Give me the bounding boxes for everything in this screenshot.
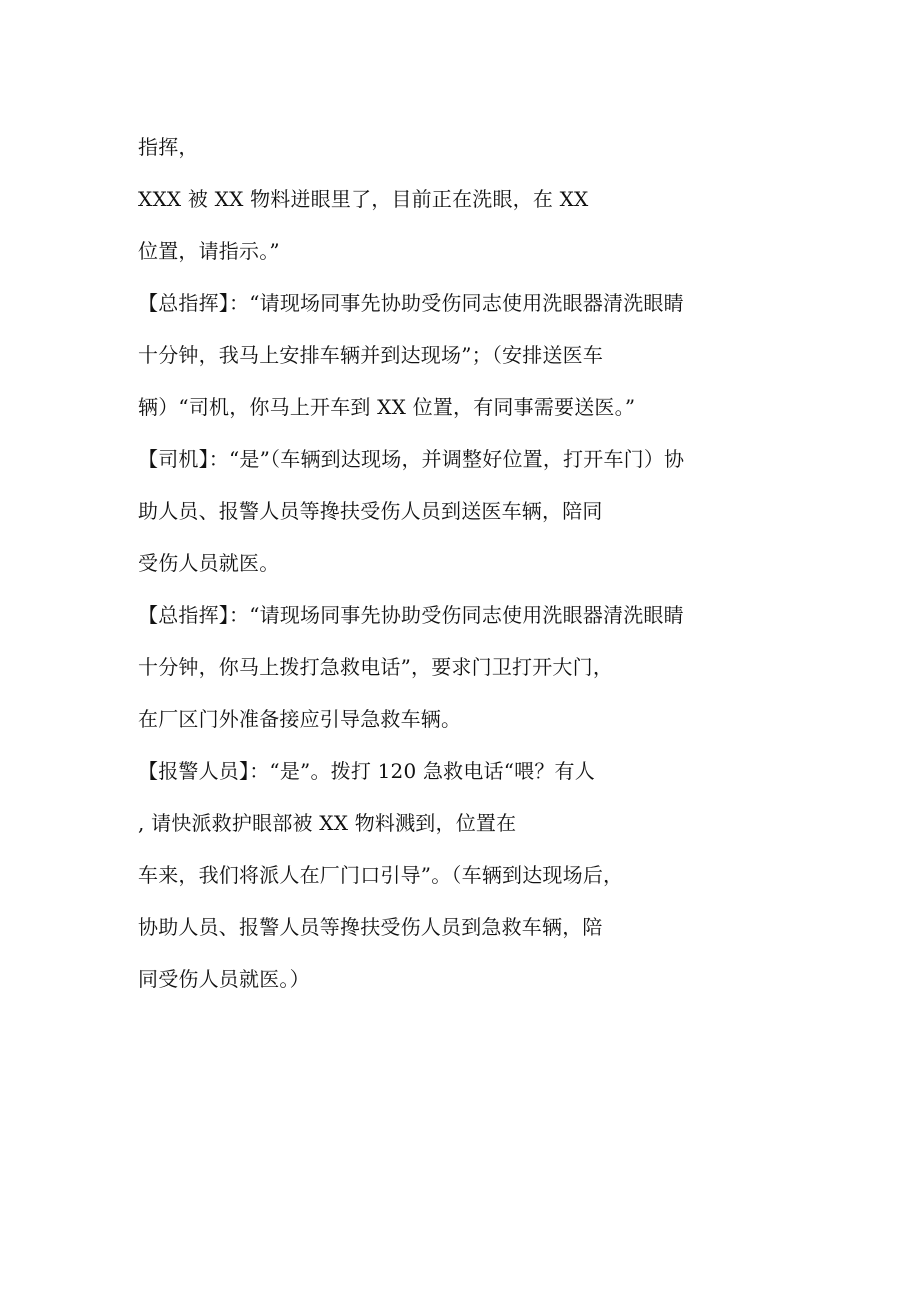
document-body <box>138 132 788 1016</box>
text-line: 辆）“司机，你马上开车到 XX 位置，有同事需要送医。” <box>138 395 636 419</box>
text-line: 【总指挥】：“请现场同事先协助受伤同志使用洗眼器清洗眼睛 <box>138 291 684 315</box>
text-line: 助人员、报警人员等搀扶受伤人员到送医车辆，陪同 <box>138 499 603 523</box>
text-line: 位置，请指示。” <box>138 239 280 263</box>
text-line: 十分钟，你马上拨打急救电话”，要求门卫打开大门， <box>138 655 614 679</box>
text-line: 指挥， <box>138 135 199 159</box>
text-line: XXX 被 XX 物料迸眼里了，目前正在洗眼，在 XX <box>138 187 589 211</box>
text-line: 【报警人员】：“是”。拨打 120 急救电话“喂？有人 <box>138 759 595 783</box>
text-line: 【总指挥】：“请现场同事先协助受伤同志使用洗眼器清洗眼睛 <box>138 603 684 627</box>
text-line: 在厂区门外准备接应引导急救车辆。 <box>138 707 462 731</box>
text-line: 同受伤人员就医。） <box>138 967 310 991</box>
text-line: 受伤人员就医。 <box>138 551 280 575</box>
text-line: 协助人员、报警人员等搀扶受伤人员到急救车辆，陪 <box>138 915 603 939</box>
text-line: , 请快派救护眼部被 XX 物料溅到，位置在 <box>138 811 517 835</box>
text-line: 车来，我们将派人在厂门口引导”。（车辆到达现场后， <box>138 863 624 887</box>
text-line: 【司机】：“是”（车辆到达现场，并调整好位置，打开车门）协 <box>138 447 685 471</box>
text-line: 十分钟，我马上安排车辆并到达现场”；（安排送医车 <box>138 343 604 367</box>
